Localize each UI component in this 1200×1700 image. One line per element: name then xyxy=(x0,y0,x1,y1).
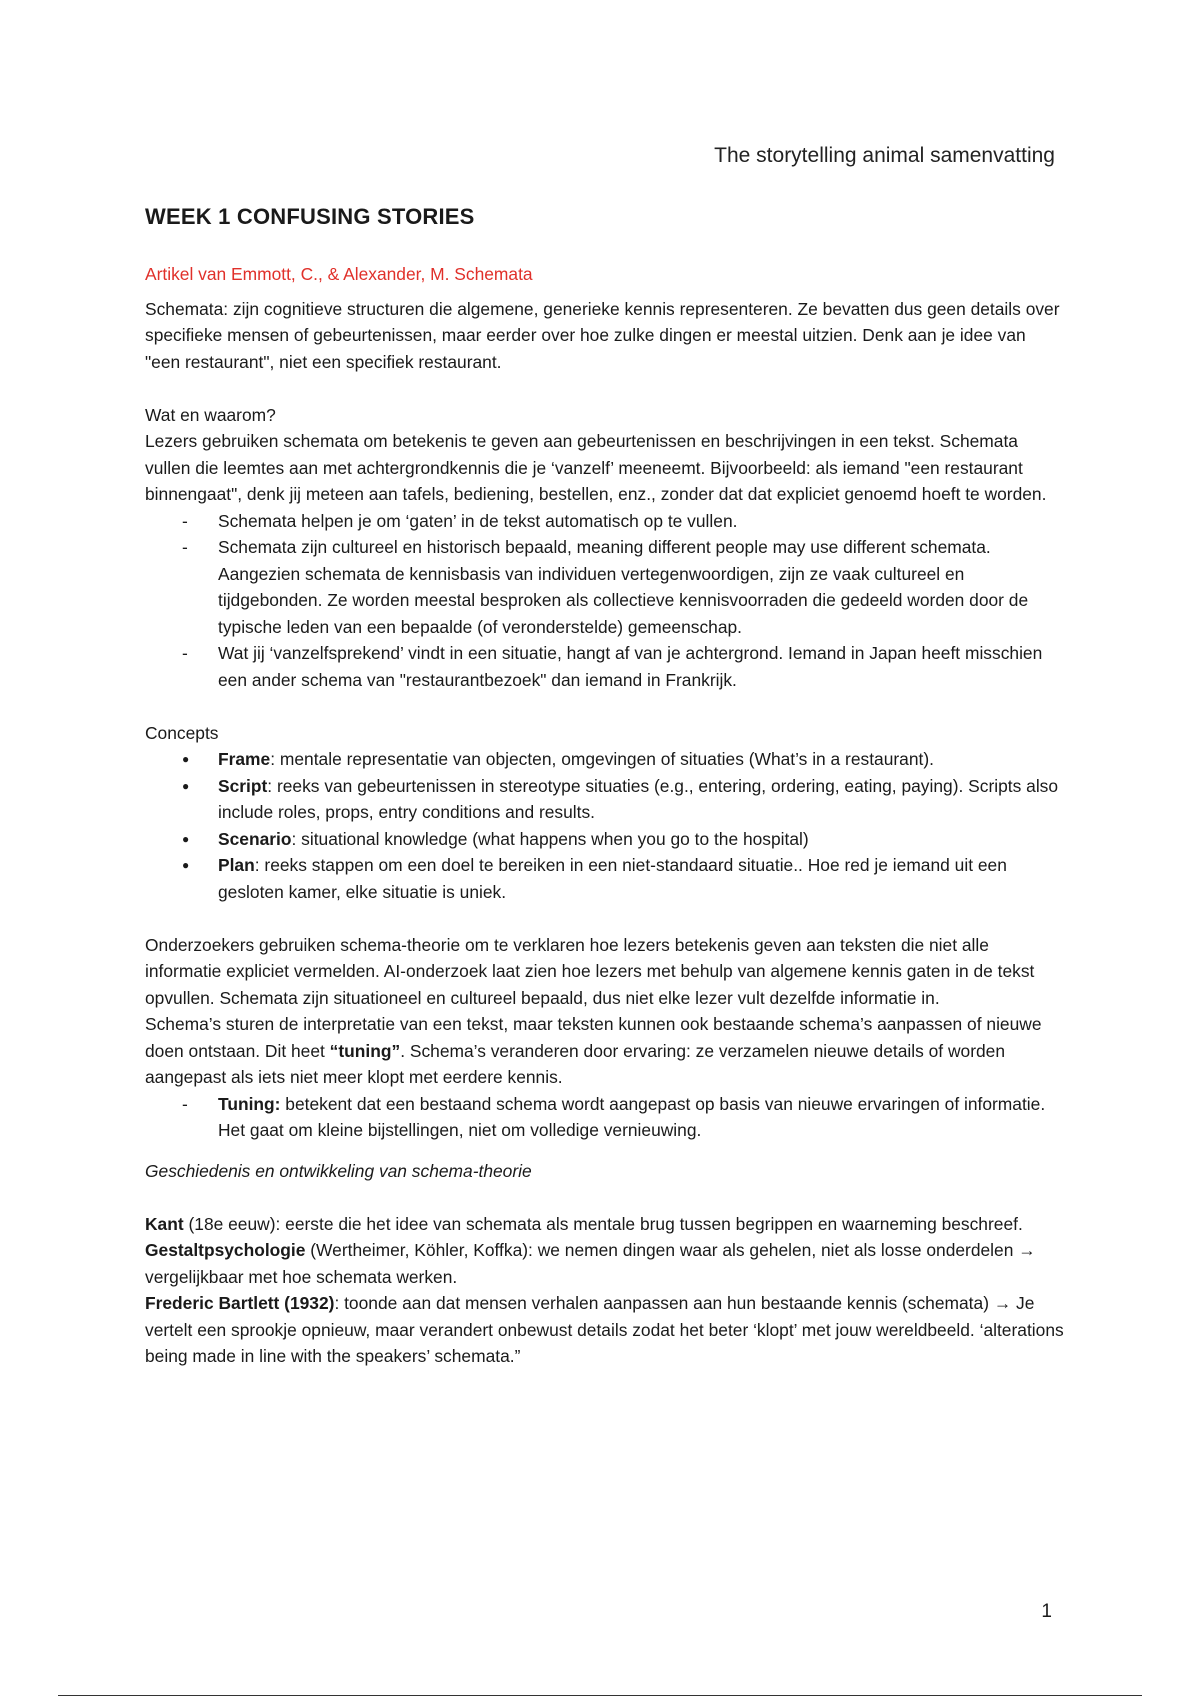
list-item xyxy=(218,1091,1065,1144)
section-title-what-why: Wat en waarom? xyxy=(145,404,276,425)
spacer xyxy=(145,905,1065,932)
spacer xyxy=(145,375,1065,402)
intro-paragraph: Schemata: zijn cognitieve structuren die algemene, generieke kennis representeren. Ze bevatten dus geen details over specifieke mensen of gebeurtenissen, maar eerder over hoe zulke dingen er meestal uitzien. Denk aan je idee van "een restaurant", niet een specifiek restaurant. xyxy=(145,298,1060,372)
tuning-text: betekent dat een bestaand schema wordt aangepast op basis van nieuwe ervaringen of informatie. Het gaat om kleine bijstellingen, niet om volledige vernieuwing. xyxy=(218,1093,1046,1140)
concept-text: : reeks stappen om een doel te bereiken in een niet-standaard situatie.. Hoe red je iemand uit een gesloten kamer, elke situatie is uniek. xyxy=(218,855,1007,902)
history-term: Gestaltpsychologie xyxy=(145,1240,306,1260)
history-text: (18e eeuw): eerste die het idee van schemata als mentale brug tussen begrippen en waarneming beschreef. xyxy=(183,1213,1023,1234)
concept-text: : mentale representatie van objecten, omgevingen of situaties (What’s in a restaurant). xyxy=(270,749,934,769)
history-item-gestalt xyxy=(145,1237,1065,1290)
concept-text: : situational knowledge (what happens when you go to the hospital) xyxy=(291,828,809,849)
history-text: : toonde aan dat mensen verhalen aanpassen aan hun bestaande kennis (schemata) → Je vertelt een sprookje opnieuw, maar verandert onbewust details zodat het beter ‘klopt’ met jouw wereldbeeld. ‘alterations being made in line with the speakers’ schemata.” xyxy=(145,1293,1064,1366)
concept-term: Scenario xyxy=(218,828,292,849)
week-heading: WEEK 1 CONFUSING STORIES xyxy=(145,204,475,229)
spacer xyxy=(145,1144,1065,1158)
tuning-term: Tuning: xyxy=(218,1093,281,1114)
document-body xyxy=(145,203,1065,1370)
concept-item-frame xyxy=(218,746,1065,773)
spacer xyxy=(145,693,1065,720)
page-number: 1 xyxy=(1041,1601,1052,1622)
section-title-concepts: Concepts xyxy=(145,722,219,743)
page-divider xyxy=(58,1695,1142,1696)
list-item: - Wat jij ‘vanzelfsprekend’ vindt in een situatie, hangt af van je achtergrond. Iemand in Japan heeft misschien een ander schema van "restaurantbezoek" dan iemand in Frankrijk. xyxy=(218,640,1065,693)
history-item-kant xyxy=(145,1211,1065,1238)
history-term: Frederic Bartlett (1932) xyxy=(145,1293,335,1313)
research-text: Schema’s sturen de interpretatie van een tekst, maar teksten kunnen ook bestaande schema’s aanpassen of nieuwe doen ontstaan. Dit heet xyxy=(145,1014,1042,1061)
what-why-list xyxy=(145,508,1065,694)
concept-item-plan xyxy=(218,852,1065,905)
document-title: The storytelling animal samenvatting xyxy=(714,144,1055,167)
spacer xyxy=(145,1184,1065,1211)
research-paragraph-2 xyxy=(145,1011,1065,1091)
section-title-history: Geschiedenis en ontwikkeling van schema-theorie xyxy=(145,1160,532,1181)
research-paragraph-1: Onderzoekers gebruiken schema-theorie om te verklaren hoe lezers betekenis geven aan teksten die niet alle informatie expliciet vermelden. AI-onderzoek laat zien hoe lezers met behulp van algemene kennis gaten in de tekst opvullen. Schemata zijn situationeel en cultureel bepaald, dus niet elke lezer vult dezelfde informatie in. xyxy=(145,934,1035,1008)
article-reference: Artikel van Emmott, C., & Alexander, M. Schemata xyxy=(145,264,533,284)
research-text: . Schema’s veranderen door ervaring: ze verzamelen nieuwe details of worden aangepast als iets niet meer klopt met eerdere kennis. xyxy=(145,1040,1006,1087)
history-term: Kant xyxy=(145,1213,184,1234)
concept-term: Script xyxy=(218,775,268,796)
concept-text: : reeks van gebeurtenissen in stereotype situaties (e.g., entering, ordering, eating, paying). Scripts also include roles, props, entry conditions and results. xyxy=(218,775,1059,822)
history-text: (Wertheimer, Köhler, Koffka): we nemen dingen waar als gehelen, niet als losse onderdelen → vergelijkbaar met hoe schemata werken. xyxy=(145,1240,1036,1287)
concepts-list xyxy=(145,746,1065,905)
concept-item-scenario xyxy=(218,826,1065,853)
what-why-body: Lezers gebruiken schemata om betekenis te geven aan gebeurtenissen en beschrijvingen in een tekst. Schemata vullen die leemtes aan met achtergrondkennis die je ‘vanzelf’ meeneemt. Bijvoorbeeld: als iemand "een restaurant binnengaat", denk jij meteen aan tafels, bediening, bestellen, enz., zonder dat dat expliciet genoemd hoeft te worden. xyxy=(145,431,1047,504)
list-item: - Schemata zijn cultureel en historisch bepaald, meaning different people may use different schemata. Aangezien schemata de kennisbasis van individuen vertegenwoordigen, zijn ze vaak cultureel en tijdgebonden. Ze worden meestal besproken als collectieve kennisvoorraden die gedeeld worden door de typische leden van een bepaalde (of veronderstelde) gemeenschap. xyxy=(218,534,1065,640)
tuning-list xyxy=(145,1091,1065,1144)
list-item: - Schemata helpen je om ‘gaten’ in de tekst automatisch op te vullen. xyxy=(218,508,1065,535)
concept-term: Frame xyxy=(218,749,271,769)
concept-item-script xyxy=(218,773,1065,826)
concept-term: Plan xyxy=(218,855,255,875)
tuning-emphasis: “tuning” xyxy=(329,1040,401,1061)
history-item-bartlett xyxy=(145,1290,1065,1370)
